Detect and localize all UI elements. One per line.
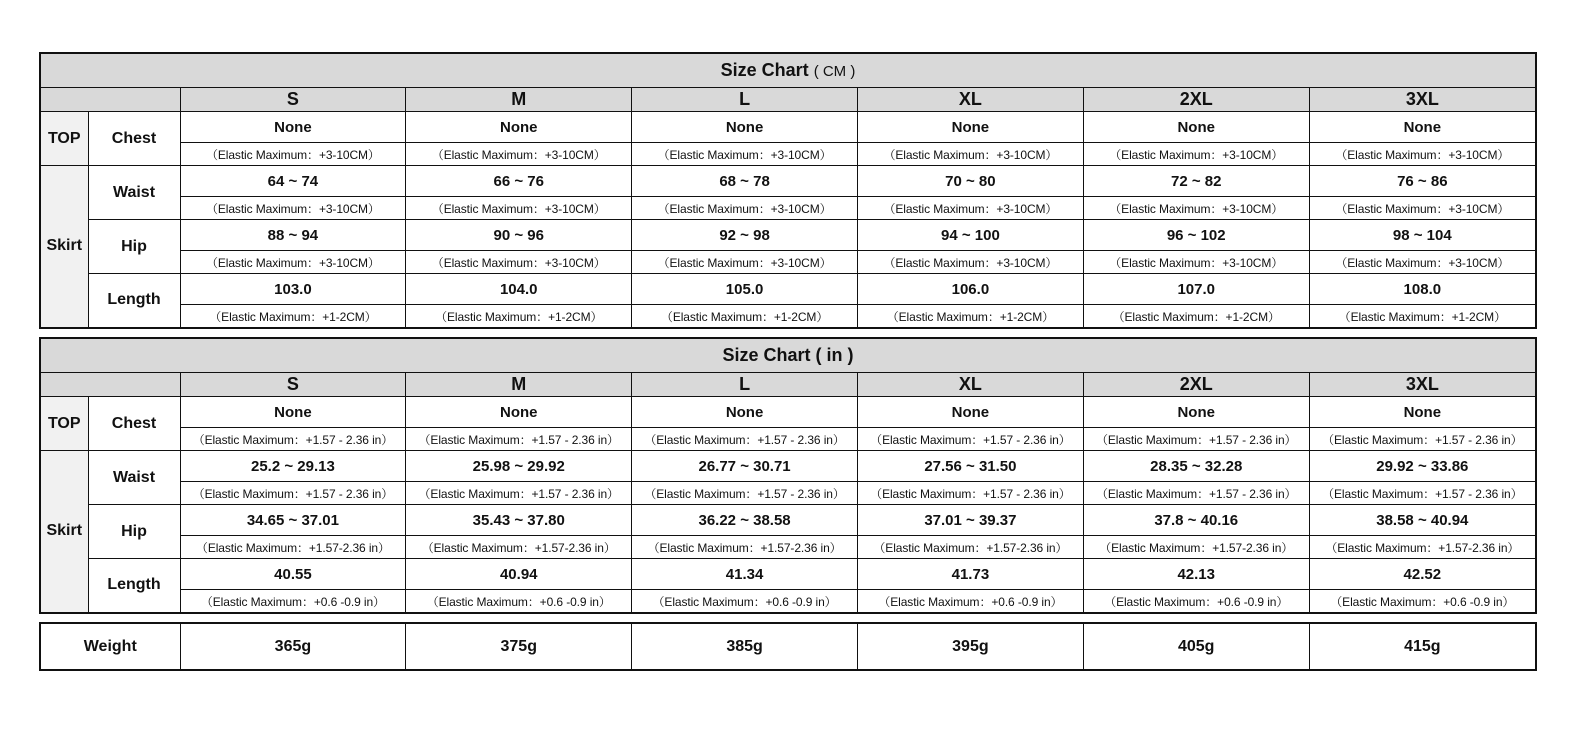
value-cell: 94 ~ 100 [857, 220, 1083, 251]
weight-label: Weight [41, 624, 180, 669]
size-header-3xl: 3XL [1309, 373, 1535, 397]
value-cell: 107.0 [1083, 274, 1309, 305]
weight-table-grid [41, 624, 1535, 669]
value-cell: 42.13 [1083, 559, 1309, 590]
note-cell: （Elastic Maximum：+1.57 - 2.36 in） [857, 428, 1083, 451]
note-cell: （Elastic Maximum：+1.57 - 2.36 in） [1309, 482, 1535, 505]
corner-cell [41, 373, 180, 397]
size-header-l: L [632, 373, 858, 397]
value-cell: None [1309, 397, 1535, 428]
note-cell: （Elastic Maximum：+1.57 - 2.36 in） [406, 428, 632, 451]
row-label-length: Length [88, 559, 180, 613]
value-cell: 37.8 ~ 40.16 [1083, 505, 1309, 536]
note-cell: （Elastic Maximum：+3-10CM） [180, 143, 406, 166]
note-cell: （Elastic Maximum：+3-10CM） [857, 143, 1083, 166]
value-cell: 26.77 ~ 30.71 [632, 451, 858, 482]
note-cell: （Elastic Maximum：+3-10CM） [1083, 143, 1309, 166]
note-cell: （Elastic Maximum：+1.57-2.36 in） [406, 536, 632, 559]
group-label-skirt: Skirt [41, 451, 88, 613]
note-cell: （Elastic Maximum：+3-10CM） [1083, 251, 1309, 274]
row-label-waist: Waist [88, 451, 180, 505]
value-cell: 41.73 [857, 559, 1083, 590]
weight-value: 415g [1309, 624, 1535, 669]
value-cell: 37.01 ~ 39.37 [857, 505, 1083, 536]
value-cell: 64 ~ 74 [180, 166, 406, 197]
size-header-2xl: 2XL [1083, 373, 1309, 397]
group-label-top: TOP [41, 112, 88, 166]
value-cell: 88 ~ 94 [180, 220, 406, 251]
value-cell: 34.65 ~ 37.01 [180, 505, 406, 536]
value-cell: None [406, 397, 632, 428]
note-cell: （Elastic Maximum：+3-10CM） [1309, 197, 1535, 220]
value-cell: 104.0 [406, 274, 632, 305]
note-cell: （Elastic Maximum：+3-10CM） [857, 197, 1083, 220]
note-cell: （Elastic Maximum：+1.57-2.36 in） [857, 536, 1083, 559]
value-cell: 36.22 ~ 38.58 [632, 505, 858, 536]
value-cell: 35.43 ~ 37.80 [406, 505, 632, 536]
note-cell: （Elastic Maximum：+3-10CM） [406, 251, 632, 274]
note-cell: （Elastic Maximum：+0.6 -0.9 in） [1083, 590, 1309, 613]
weight-table [39, 622, 1537, 671]
chart-title-text: Size Chart [720, 60, 809, 80]
size-header-m: M [406, 373, 632, 397]
value-cell: 103.0 [180, 274, 406, 305]
note-cell: （Elastic Maximum：+1.57-2.36 in） [1083, 536, 1309, 559]
note-cell: （Elastic Maximum：+1.57-2.36 in） [1309, 536, 1535, 559]
note-cell: （Elastic Maximum：+1.57 - 2.36 in） [632, 428, 858, 451]
size-header-s: S [180, 88, 406, 112]
note-cell: （Elastic Maximum：+1.57 - 2.36 in） [406, 482, 632, 505]
value-cell: None [857, 112, 1083, 143]
value-cell: 41.34 [632, 559, 858, 590]
note-cell: （Elastic Maximum：+3-10CM） [1309, 143, 1535, 166]
value-cell: None [1309, 112, 1535, 143]
size-chart-inch-table [41, 339, 1535, 613]
note-cell: （Elastic Maximum：+1.57 - 2.36 in） [1083, 428, 1309, 451]
chart-title [41, 339, 1535, 373]
note-cell: （Elastic Maximum：+0.6 -0.9 in） [857, 590, 1083, 613]
row-label-length: Length [88, 274, 180, 328]
note-cell: （Elastic Maximum：+1-2CM） [1083, 305, 1309, 328]
weight-value: 405g [1083, 624, 1309, 669]
note-cell: （Elastic Maximum：+1-2CM） [406, 305, 632, 328]
group-label-top: TOP [41, 397, 88, 451]
note-cell: （Elastic Maximum：+1.57-2.36 in） [180, 536, 406, 559]
note-cell: （Elastic Maximum：+3-10CM） [180, 197, 406, 220]
weight-value: 365g [180, 624, 406, 669]
chart-unit: ( CM ) [813, 63, 856, 80]
value-cell: 38.58 ~ 40.94 [1309, 505, 1535, 536]
note-cell: （Elastic Maximum：+0.6 -0.9 in） [632, 590, 858, 613]
note-cell: （Elastic Maximum：+3-10CM） [1309, 251, 1535, 274]
row-label-chest: Chest [88, 397, 180, 451]
weight-value: 395g [857, 624, 1083, 669]
value-cell: 66 ~ 76 [406, 166, 632, 197]
note-cell: （Elastic Maximum：+3-10CM） [632, 197, 858, 220]
value-cell: 68 ~ 78 [632, 166, 858, 197]
note-cell: （Elastic Maximum：+3-10CM） [406, 143, 632, 166]
note-cell: （Elastic Maximum：+3-10CM） [180, 251, 406, 274]
size-header-l: L [632, 88, 858, 112]
value-cell: 106.0 [857, 274, 1083, 305]
note-cell: （Elastic Maximum：+1.57 - 2.36 in） [1309, 428, 1535, 451]
value-cell: 25.98 ~ 29.92 [406, 451, 632, 482]
value-cell: None [180, 112, 406, 143]
value-cell: None [1083, 397, 1309, 428]
note-cell: （Elastic Maximum：+1-2CM） [632, 305, 858, 328]
chart-title-text: Size Chart [722, 345, 811, 365]
row-label-chest: Chest [88, 112, 180, 166]
note-cell: （Elastic Maximum：+0.6 -0.9 in） [406, 590, 632, 613]
value-cell: None [406, 112, 632, 143]
value-cell: 90 ~ 96 [406, 220, 632, 251]
note-cell: （Elastic Maximum：+1-2CM） [180, 305, 406, 328]
note-cell: （Elastic Maximum：+3-10CM） [1083, 197, 1309, 220]
size-header-m: M [406, 88, 632, 112]
row-label-hip: Hip [88, 505, 180, 559]
value-cell: 98 ~ 104 [1309, 220, 1535, 251]
note-cell: （Elastic Maximum：+1.57 - 2.36 in） [1083, 482, 1309, 505]
note-cell: （Elastic Maximum：+3-10CM） [632, 143, 858, 166]
value-cell: 92 ~ 98 [632, 220, 858, 251]
value-cell: 105.0 [632, 274, 858, 305]
note-cell: （Elastic Maximum：+0.6 -0.9 in） [180, 590, 406, 613]
note-cell: （Elastic Maximum：+1.57 - 2.36 in） [857, 482, 1083, 505]
group-label-skirt: Skirt [41, 166, 88, 328]
size-header-xl: XL [857, 88, 1083, 112]
weight-value: 375g [406, 624, 632, 669]
value-cell: 27.56 ~ 31.50 [857, 451, 1083, 482]
weight-value: 385g [632, 624, 858, 669]
row-label-hip: Hip [88, 220, 180, 274]
value-cell: None [632, 112, 858, 143]
corner-cell [41, 88, 180, 112]
value-cell: 42.52 [1309, 559, 1535, 590]
value-cell: 40.94 [406, 559, 632, 590]
value-cell: 96 ~ 102 [1083, 220, 1309, 251]
size-chart-inch [39, 337, 1537, 614]
chart-unit: ( in ) [815, 345, 854, 365]
note-cell: （Elastic Maximum：+1.57 - 2.36 in） [180, 482, 406, 505]
size-header-xl: XL [857, 373, 1083, 397]
row-label-waist: Waist [88, 166, 180, 220]
value-cell: None [632, 397, 858, 428]
value-cell: 76 ~ 86 [1309, 166, 1535, 197]
value-cell: 108.0 [1309, 274, 1535, 305]
note-cell: （Elastic Maximum：+3-10CM） [406, 197, 632, 220]
value-cell: None [1083, 112, 1309, 143]
note-cell: （Elastic Maximum：+1.57 - 2.36 in） [632, 482, 858, 505]
size-chart-cm [39, 52, 1537, 329]
size-chart-cm-table [41, 54, 1535, 328]
value-cell: 40.55 [180, 559, 406, 590]
chart-title [41, 54, 1535, 88]
value-cell: 70 ~ 80 [857, 166, 1083, 197]
note-cell: （Elastic Maximum：+1-2CM） [1309, 305, 1535, 328]
size-header-3xl: 3XL [1309, 88, 1535, 112]
value-cell: None [180, 397, 406, 428]
note-cell: （Elastic Maximum：+0.6 -0.9 in） [1309, 590, 1535, 613]
note-cell: （Elastic Maximum：+3-10CM） [632, 251, 858, 274]
value-cell: 29.92 ~ 33.86 [1309, 451, 1535, 482]
value-cell: 72 ~ 82 [1083, 166, 1309, 197]
note-cell: （Elastic Maximum：+1.57 - 2.36 in） [180, 428, 406, 451]
value-cell: None [857, 397, 1083, 428]
size-header-s: S [180, 373, 406, 397]
note-cell: （Elastic Maximum：+1.57-2.36 in） [632, 536, 858, 559]
size-header-2xl: 2XL [1083, 88, 1309, 112]
note-cell: （Elastic Maximum：+1-2CM） [857, 305, 1083, 328]
note-cell: （Elastic Maximum：+3-10CM） [857, 251, 1083, 274]
value-cell: 28.35 ~ 32.28 [1083, 451, 1309, 482]
value-cell: 25.2 ~ 29.13 [180, 451, 406, 482]
